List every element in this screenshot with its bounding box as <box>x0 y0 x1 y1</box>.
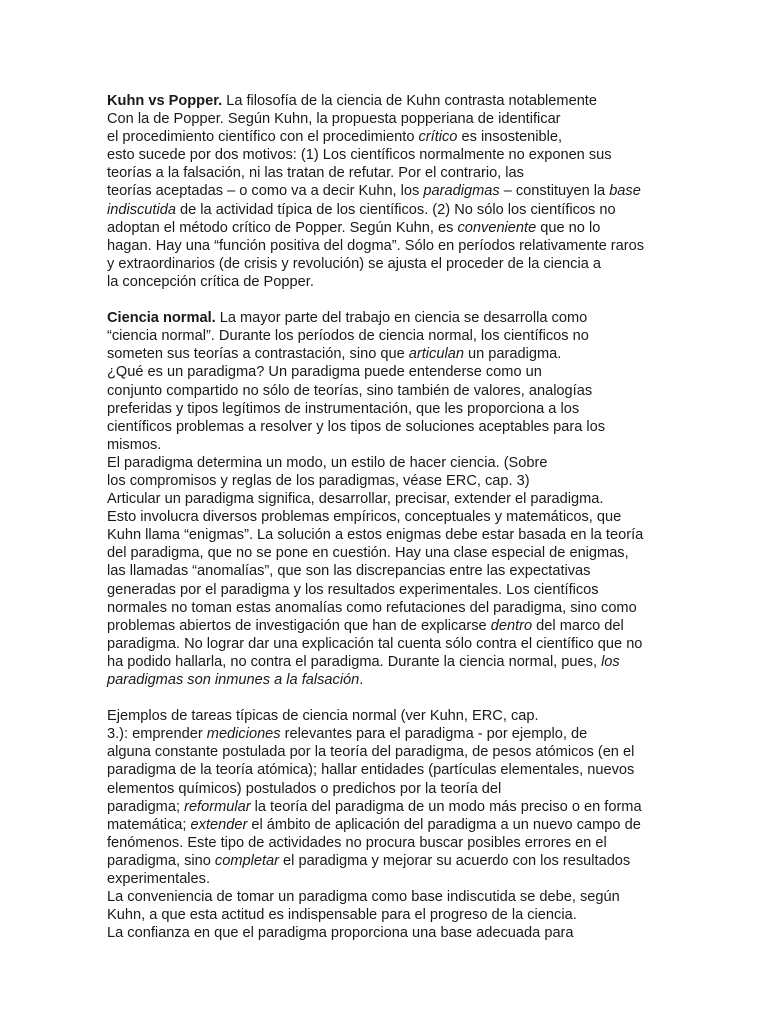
italic-text: mediciones <box>206 726 281 743</box>
italic-text: dentro <box>490 617 533 634</box>
text-line <box>107 454 667 472</box>
text-run: del paradigma, que no se pone en cuestión. Hay una clase especial de enigmas, <box>107 545 629 562</box>
text-run: conjunto compartido no sólo de teorías, sino también de valores, analogías <box>107 382 593 399</box>
text-line <box>107 653 667 671</box>
text-line <box>107 345 667 363</box>
text-line <box>107 309 667 327</box>
text-line <box>107 707 667 725</box>
text-run: La conveniencia de tomar un paradigma como base indiscutida se debe, según <box>107 889 620 906</box>
section-kuhn-vs-popper <box>107 92 667 291</box>
text-line <box>107 599 667 617</box>
text-line <box>107 743 667 761</box>
text-run: un paradigma. <box>463 346 562 363</box>
text-run: El paradigma determina un modo, un estilo de hacer ciencia. (Sobre <box>107 454 548 471</box>
text-run: problemas abiertos de investigación que han de explicarse <box>107 617 491 634</box>
text-line <box>107 906 667 924</box>
text-run: Esto involucra diversos problemas empíricos, conceptuales y matemáticos, que <box>107 509 622 526</box>
text-line <box>107 255 667 273</box>
text-line <box>107 798 667 816</box>
italic-text: paradigmas <box>423 183 500 200</box>
italic-text: extender <box>190 816 248 833</box>
italic-text: crítico <box>418 129 458 146</box>
text-line <box>107 128 667 146</box>
text-line <box>107 382 667 400</box>
section-heading: Ciencia normal. <box>107 310 216 327</box>
text-line <box>107 581 667 599</box>
text-run: La confianza en que el paradigma proporciona una base adecuada para <box>107 925 574 942</box>
text-line <box>107 472 667 490</box>
text-line <box>107 544 667 562</box>
section-ejemplos <box>107 707 667 942</box>
text-line <box>107 671 667 689</box>
text-line <box>107 219 667 237</box>
text-run: experimentales. <box>107 871 211 888</box>
text-run: de la actividad típica de los científicos. (2) No sólo los científicos no <box>175 201 616 218</box>
text-run: relevantes para el paradigma - por ejemplo, de <box>280 726 588 743</box>
text-run: teorías aceptadas – o como va a decir Kuhn, los <box>107 183 424 200</box>
italic-text: articulan <box>408 346 464 363</box>
paragraph-gap <box>107 291 667 309</box>
text-line <box>107 834 667 852</box>
text-line <box>107 182 667 200</box>
text-line <box>107 436 667 454</box>
text-run: adoptan el método crítico de Popper. Según Kuhn, es <box>107 219 458 236</box>
text-run: el procedimiento científico con el procedimiento <box>107 129 419 146</box>
text-run: Kuhn llama “enigmas”. La solución a estos enigmas debe estar basada en la teoría <box>107 527 644 544</box>
text-run: matemática; <box>107 816 191 833</box>
text-run: paradigma. No lograr dar una explicación tal cuenta sólo contra el científico que no <box>107 635 643 652</box>
text-line <box>107 924 667 942</box>
text-run: ¿Qué es un paradigma? Un paradigma puede entenderse como un <box>107 364 542 381</box>
text-line <box>107 146 667 164</box>
text-line <box>107 526 667 544</box>
text-line <box>107 110 667 128</box>
text-run: – constituyen la <box>499 183 610 200</box>
text-run: hagan. Hay una “función positiva del dogma”. Sólo en períodos relativamente raros <box>107 237 645 254</box>
text-run: La filosofía de la ciencia de Kuhn contrasta notablemente <box>222 93 597 109</box>
text-run: paradigma; <box>107 798 185 815</box>
text-run: las llamadas “anomalías”, que son las discrepancias entre las expectativas <box>107 563 591 580</box>
text-run: la teoría del paradigma de un modo más preciso o en forma <box>250 798 642 815</box>
text-run: paradigma de la teoría atómica); hallar entidades (partículas elementales, nuevos <box>107 762 635 779</box>
text-line <box>107 400 667 418</box>
italic-text: los <box>601 653 620 670</box>
text-line <box>107 363 667 381</box>
paragraph-gap <box>107 689 667 707</box>
text-line <box>107 327 667 345</box>
text-run: Kuhn, a que esta actitud es indispensable para el progreso de la ciencia. <box>107 907 577 924</box>
text-run: Articular un paradigma significa, desarrollar, precisar, extender el paradigma. <box>107 491 604 508</box>
text-run: La mayor parte del trabajo en ciencia se desarrolla como <box>215 310 588 327</box>
text-run: . <box>359 672 364 688</box>
section-heading: Kuhn vs Popper. <box>107 93 223 109</box>
text-line <box>107 490 667 508</box>
text-run: Con la de Popper. Según Kuhn, la propuesta popperiana de identificar <box>107 111 561 128</box>
text-run: ha podido hallarla, no contra el paradigma. Durante la ciencia normal, pues, <box>107 653 602 670</box>
text-line <box>107 201 667 219</box>
italic-text: base <box>609 183 641 200</box>
text-run: científicos problemas a resolver y los tipos de soluciones aceptables para los <box>107 418 606 435</box>
text-run: la concepción crítica de Popper. <box>107 273 314 290</box>
text-run: el ámbito de aplicación del paradigma a un nuevo campo de <box>247 816 641 833</box>
text-run: esto sucede por dos motivos: (1) Los científicos normalmente no exponen sus <box>107 147 612 164</box>
document-page <box>107 92 667 942</box>
italic-text: reformular <box>184 798 251 815</box>
text-line <box>107 92 667 110</box>
text-run: alguna constante postulada por la teoría del paradigma, de pesos atómicos (en el <box>107 744 635 761</box>
text-line <box>107 237 667 255</box>
text-run: 3.): emprender <box>107 726 207 743</box>
text-run: fenómenos. Este tipo de actividades no procura buscar posibles errores en el <box>107 834 607 851</box>
text-run: someten sus teorías a contrastación, sino que <box>107 346 409 363</box>
text-line <box>107 164 667 182</box>
italic-text: completar <box>214 852 279 869</box>
text-run: elementos químicos) postulados o predichos por la teoría del <box>107 780 502 797</box>
text-line <box>107 562 667 580</box>
text-run: “ciencia normal”. Durante los períodos de ciencia normal, los científicos no <box>107 328 589 345</box>
text-run: los compromisos y reglas de los paradigmas, véase ERC, cap. 3) <box>107 472 530 489</box>
text-run: del marco del <box>532 617 624 634</box>
text-run: normales no toman estas anomalías como refutaciones del paradigma, sino como <box>107 599 637 616</box>
text-line <box>107 725 667 743</box>
italic-text: conveniente <box>457 219 537 236</box>
text-run: que no lo <box>536 219 601 236</box>
text-run: y extraordinarios (de crisis y revolución) se ajusta el proceder de la ciencia a <box>107 255 601 272</box>
italic-text: indiscutida <box>107 201 176 218</box>
text-line <box>107 418 667 436</box>
text-run: teorías a la falsación, ni las tratan de refutar. Por el contrario, las <box>107 165 524 182</box>
text-run: Ejemplos de tareas típicas de ciencia normal (ver Kuhn, ERC, cap. <box>107 708 539 725</box>
text-run: paradigma, sino <box>107 852 215 869</box>
text-run: preferidas y tipos legítimos de instrumentación, que les proporciona a los <box>107 400 580 417</box>
text-run: el paradigma y mejorar su acuerdo con los resultados <box>278 852 631 869</box>
text-line <box>107 508 667 526</box>
text-line <box>107 761 667 779</box>
text-run: generadas por el paradigma y los resultados experimentales. Los científicos <box>107 581 599 598</box>
text-line <box>107 888 667 906</box>
text-line <box>107 870 667 888</box>
text-line <box>107 780 667 798</box>
text-run: mismos. <box>107 436 162 453</box>
text-line <box>107 852 667 870</box>
text-line <box>107 635 667 653</box>
text-line <box>107 816 667 834</box>
section-ciencia-normal <box>107 309 667 689</box>
text-line <box>107 617 667 635</box>
text-line <box>107 273 667 291</box>
text-run: es insostenible, <box>457 129 563 146</box>
italic-text: paradigmas son inmunes a la falsación <box>107 672 360 688</box>
